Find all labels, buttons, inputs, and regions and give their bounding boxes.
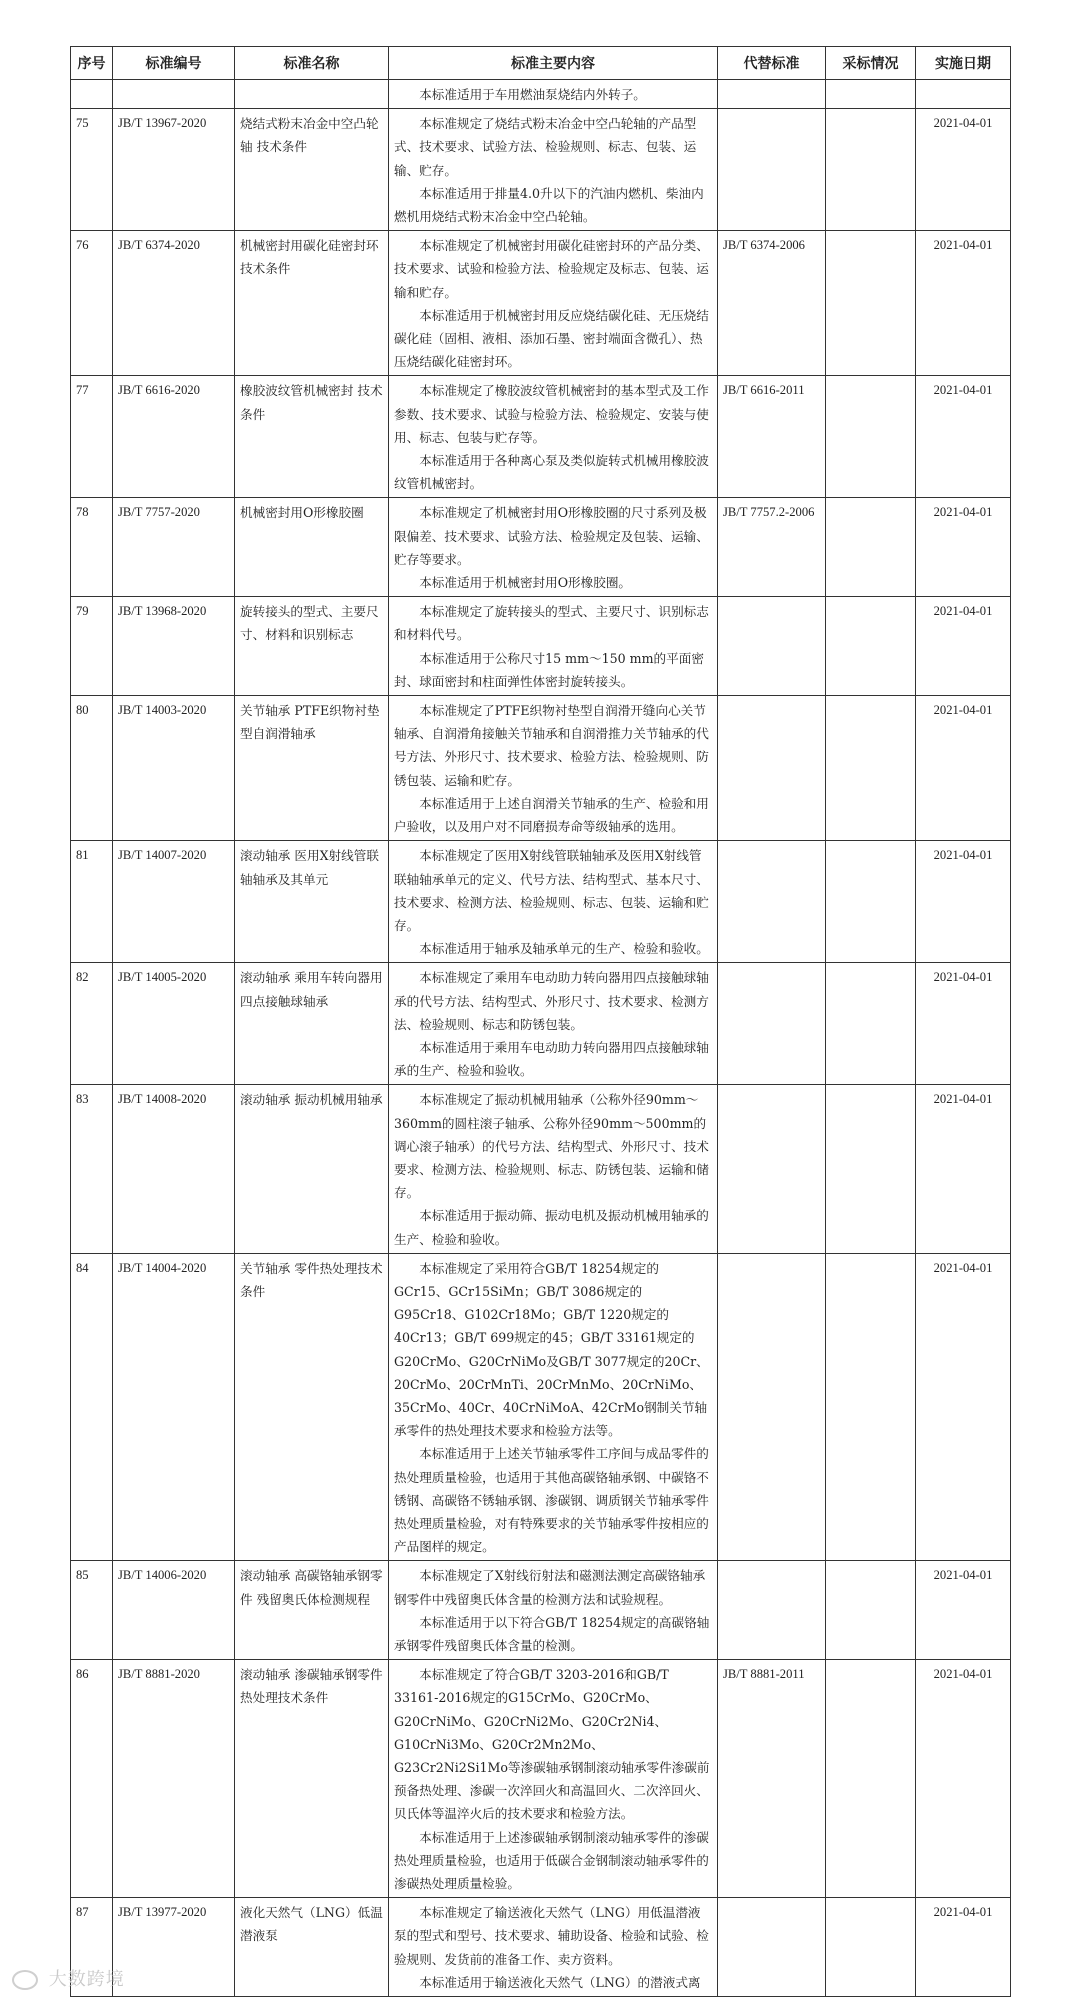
cell-code: JB/T 14003-2020 bbox=[113, 696, 235, 841]
cell-date: 2021-04-01 bbox=[916, 1660, 1011, 1898]
watermark-logo-icon bbox=[12, 1970, 38, 1990]
cell-adopt bbox=[826, 109, 916, 231]
cell-code: JB/T 13967-2020 bbox=[113, 109, 235, 231]
cell-code: JB/T 7757-2020 bbox=[113, 498, 235, 597]
content-paragraph: 本标准适用于排量4.0升以下的汽油内燃机、柴油内燃机用烧结式粉末冶金中空凸轮轴。 bbox=[394, 185, 704, 225]
cell-name: 关节轴承 零件热处理技术条件 bbox=[235, 1253, 389, 1561]
table-row bbox=[71, 1898, 1011, 1997]
content-paragraph: 本标准规定了医用X射线管联轴轴承及医用X射线管联轴轴承单元的定义、代号方法、结构型式、基本尺寸、技术要求、检测方法、检验规则、标志、包装、运输和贮存。 bbox=[394, 848, 709, 933]
content-paragraph: 本标准规定了旋转接头的型式、主要尺寸、识别标志和材料代号。 bbox=[394, 604, 709, 643]
cell-no: 78 bbox=[71, 498, 113, 597]
content-paragraph: 本标准规定了输送液化天然气（LNG）用低温潜液泵的型式和型号、技术要求、辅助设备、检验和试验、检验规则、发货前的准备工作、卖方资料。 bbox=[394, 1905, 709, 1967]
cell-no: 76 bbox=[71, 231, 113, 376]
cell-name: 滚动轴承 乘用车转向器用四点接触球轴承 bbox=[235, 963, 389, 1085]
cell-adopt bbox=[826, 231, 916, 376]
cell-code: JB/T 6616-2020 bbox=[113, 376, 235, 498]
standards-table-page bbox=[70, 46, 1010, 1997]
cell-date: 2021-04-01 bbox=[916, 109, 1011, 231]
cell-adopt bbox=[826, 963, 916, 1085]
content-paragraph: 本标准适用于机械密封用反应烧结碳化硅、无压烧结碳化硅（固相、液相、添加石墨、密封端面含微孔）、热压烧结碳化硅密封环。 bbox=[394, 307, 709, 370]
cell-date: 2021-04-01 bbox=[916, 231, 1011, 376]
cell-date: 2021-04-01 bbox=[916, 498, 1011, 597]
header-name: 标准名称 bbox=[235, 47, 389, 80]
content-paragraph: 本标准规定了符合GB/T 3203-2016和GB/T 33161-2016规定的G15CrMo、G20CrMo、G20CrNiMo、G20CrNi2Mo、G20Cr2Ni4、G10CrNi3Mo、G20Cr2Mn2Mo、G23Cr2Ni2Si1Mo等渗碳轴承钢制滚动轴承零件渗碳前预备热处理、渗碳一次淬回火和高温回火、二次淬回火、贝氏体等温淬火后的技术要求和检验方法。 bbox=[394, 1667, 710, 1822]
cell-content bbox=[389, 109, 718, 231]
standards-table bbox=[70, 46, 1011, 1997]
header-date: 实施日期 bbox=[916, 47, 1011, 80]
cell-name: 液化天然气（LNG）低温潜液泵 bbox=[235, 1898, 389, 1997]
header-replace: 代替标准 bbox=[718, 47, 826, 80]
cell-content bbox=[389, 1898, 718, 1997]
content-paragraph: 本标准规定了机械密封用碳化硅密封环的产品分类、技术要求、试验和检验方法、检验规定及标志、包装、运输和贮存。 bbox=[394, 238, 709, 300]
cell-adopt bbox=[826, 1660, 916, 1898]
cell-no: 87 bbox=[71, 1898, 113, 1997]
content-paragraph: 本标准适用于乘用车电动助力转向器用四点接触球轴承的生产、检验和验收。 bbox=[394, 1039, 709, 1079]
cell-replace bbox=[718, 1561, 826, 1660]
cell-adopt bbox=[826, 841, 916, 963]
table-row bbox=[71, 841, 1011, 963]
content-paragraph: 本标准适用于各种离心泵及类似旋转式机械用橡胶波纹管机械密封。 bbox=[394, 453, 709, 492]
table-row bbox=[71, 696, 1011, 841]
header-code: 标准编号 bbox=[113, 47, 235, 80]
continuation-text: 本标准适用于车用燃油泵烧结内外转子。 bbox=[419, 87, 646, 102]
cell-name: 关节轴承 PTFE织物衬垫型自润滑轴承 bbox=[235, 696, 389, 841]
cell-content bbox=[389, 696, 718, 841]
cell-adopt bbox=[826, 1561, 916, 1660]
cell-replace bbox=[718, 1898, 826, 1997]
content-paragraph: 本标准规定了乘用车电动助力转向器用四点接触球轴承的代号方法、结构型式、外形尺寸、技术要求、检测方法、检验规则、标志和防锈包装。 bbox=[394, 970, 709, 1032]
cell-adopt bbox=[826, 376, 916, 498]
cell-replace: JB/T 8881-2011 bbox=[718, 1660, 826, 1898]
content-paragraph: 本标准适用于上述关节轴承零件工序间与成品零件的热处理质量检验，也适用于其他高碳铬轴承钢、中碳铬不锈钢、高碳铬不锈轴承钢、渗碳钢、调质钢关节轴承零件热处理质量检验，对有特殊要求的关节轴承零件按相应的产品图样的规定。 bbox=[394, 1446, 709, 1555]
cell-code: JB/T 6374-2020 bbox=[113, 231, 235, 376]
cell-no: 82 bbox=[71, 963, 113, 1085]
cell-content bbox=[389, 1561, 718, 1660]
cell-name: 橡胶波纹管机械密封 技术条件 bbox=[235, 376, 389, 498]
cell-no: 86 bbox=[71, 1660, 113, 1898]
cell-adopt bbox=[826, 696, 916, 841]
cell-date: 2021-04-01 bbox=[916, 597, 1011, 696]
cell-content bbox=[389, 1085, 718, 1253]
cell-replace: JB/T 6374-2006 bbox=[718, 231, 826, 376]
content-paragraph: 本标准适用于输送液化天然气（LNG）的潜液式离 bbox=[419, 1974, 701, 1990]
content-paragraph: 本标准适用于公称尺寸15 mm～150 mm的平面密封、球面密封和柱面弹性体密封旋转接头。 bbox=[394, 650, 704, 689]
cell-name: 旋转接头的型式、主要尺寸、材料和识别标志 bbox=[235, 597, 389, 696]
cell-code: JB/T 14007-2020 bbox=[113, 841, 235, 963]
content-paragraph: 本标准规定了采用符合GB/T 18254规定的GCr15、GCr15SiMn；GB/T 3086规定的G95Cr18、G102Cr18Mo；GB/T 1220规定的40Cr13；GB/T 699规定的45；GB/T 33161规定的G20CrMo、G20CrNiMo及GB/T 3077规定的20Cr、20CrMo、20CrMnTi、20CrMnMo、20CrNiMo、35CrMo、40Cr、40CrNiMoA、42CrMo钢制关节轴承零件的热处理技术要求和检验方法等。 bbox=[394, 1260, 709, 1439]
cell-replace bbox=[718, 1253, 826, 1561]
cell-adopt bbox=[826, 498, 916, 597]
cell-replace bbox=[718, 963, 826, 1085]
cell-date: 2021-04-01 bbox=[916, 1253, 1011, 1561]
cell-replace bbox=[718, 1085, 826, 1253]
content-paragraph: 本标准适用于以下符合GB/T 18254规定的高碳铬轴承钢零件残留奥氏体含量的检测。 bbox=[394, 1614, 710, 1653]
table-row bbox=[71, 597, 1011, 696]
watermark-text: 大数跨境 bbox=[48, 1969, 125, 1990]
cell-code: JB/T 13968-2020 bbox=[113, 597, 235, 696]
cell-code: JB/T 14006-2020 bbox=[113, 1561, 235, 1660]
cell-no: 83 bbox=[71, 1085, 113, 1253]
cell-date: 2021-04-01 bbox=[916, 1085, 1011, 1253]
cell-no: 75 bbox=[71, 109, 113, 231]
content-paragraph: 本标准规定了X射线衍射法和磁测法测定高碳铬轴承钢零件中残留奥氏体含量的检测方法和试验规程。 bbox=[394, 1568, 706, 1607]
content-paragraph: 本标准适用于上述渗碳轴承钢制滚动轴承零件的渗碳热处理质量检验，也适用于低碳合金钢制滚动轴承零件的渗碳热处理质量检验。 bbox=[394, 1829, 709, 1892]
header-no: 序号 bbox=[71, 47, 113, 80]
cell-date: 2021-04-01 bbox=[916, 696, 1011, 841]
cell-replace: JB/T 6616-2011 bbox=[718, 376, 826, 498]
content-paragraph: 本标准适用于振动筛、振动电机及振动机械用轴承的生产、检验和验收。 bbox=[394, 1208, 709, 1247]
cell-name: 滚动轴承 渗碳轴承钢零件 热处理技术条件 bbox=[235, 1660, 389, 1898]
cell-content bbox=[389, 376, 718, 498]
cell-date: 2021-04-01 bbox=[916, 1898, 1011, 1997]
cell-no: 79 bbox=[71, 597, 113, 696]
cell-replace bbox=[718, 696, 826, 841]
table-row bbox=[71, 1085, 1011, 1253]
content-paragraph: 本标准适用于轴承及轴承单元的生产、检验和验收。 bbox=[419, 941, 709, 957]
table-row bbox=[71, 1660, 1011, 1898]
cell-name: 滚动轴承 高碳铬轴承钢零件 残留奥氏体检测规程 bbox=[235, 1561, 389, 1660]
table-row bbox=[71, 231, 1011, 376]
content-paragraph: 本标准适用于机械密封用O形橡胶圈。 bbox=[419, 575, 632, 591]
cell-name: 机械密封用碳化硅密封环 技术条件 bbox=[235, 231, 389, 376]
cell-no: 85 bbox=[71, 1561, 113, 1660]
cell-no: 77 bbox=[71, 376, 113, 498]
cell-no: 80 bbox=[71, 696, 113, 841]
cell-date: 2021-04-01 bbox=[916, 841, 1011, 963]
content-paragraph: 本标准规定了橡胶波纹管机械密封的基本型式及工作参数、技术要求、试验与检验方法、检验规定、安装与使用、标志、包装与贮存等。 bbox=[394, 383, 709, 445]
content-paragraph: 本标准适用于上述自润滑关节轴承的生产、检验和用户验收，以及用户对不同磨损寿命等级轴承的选用。 bbox=[394, 795, 709, 835]
cell-date: 2021-04-01 bbox=[916, 376, 1011, 498]
table-row bbox=[71, 498, 1011, 597]
content-paragraph: 本标准规定了烧结式粉末冶金中空凸轮轴的产品型式、技术要求、试验方法、检验规则、标志、包装、运输、贮存。 bbox=[394, 116, 697, 178]
cell-no: 84 bbox=[71, 1253, 113, 1561]
table-header-row bbox=[71, 47, 1011, 80]
cell-replace bbox=[718, 841, 826, 963]
header-adopt: 采标情况 bbox=[826, 47, 916, 80]
cell-date: 2021-04-01 bbox=[916, 963, 1011, 1085]
cell-code: JB/T 8881-2020 bbox=[113, 1660, 235, 1898]
content-paragraph: 本标准规定了机械密封用O形橡胶圈的尺寸系列及极限偏差、技术要求、试验方法、检验规定及包装、运输、贮存等要求。 bbox=[394, 505, 709, 567]
cell-name: 滚动轴承 振动机械用轴承 bbox=[235, 1085, 389, 1253]
cell-code: JB/T 14008-2020 bbox=[113, 1085, 235, 1253]
cell-content bbox=[389, 231, 718, 376]
cell-code: JB/T 13977-2020 bbox=[113, 1898, 235, 1997]
header-content: 标准主要内容 bbox=[389, 47, 718, 80]
table-row-continuation bbox=[71, 80, 1011, 109]
cell-adopt bbox=[826, 597, 916, 696]
cell-content bbox=[389, 1660, 718, 1898]
cell-code: JB/T 14004-2020 bbox=[113, 1253, 235, 1561]
table-row bbox=[71, 963, 1011, 1085]
cell-code: JB/T 14005-2020 bbox=[113, 963, 235, 1085]
cell-content bbox=[389, 498, 718, 597]
table-row bbox=[71, 1561, 1011, 1660]
watermark bbox=[12, 1965, 125, 1991]
cell-replace bbox=[718, 109, 826, 231]
content-paragraph: 本标准规定了振动机械用轴承（公称外径90mm～360mm的圆柱滚子轴承、公称外径90mm～500mm的调心滚子轴承）的代号方法、结构型式、外形尺寸、技术要求、检测方法、检验规则、标志、防锈包装、运输和储存。 bbox=[394, 1092, 709, 1201]
cell-name: 滚动轴承 医用X射线管联轴轴承及其单元 bbox=[235, 841, 389, 963]
cell-content bbox=[389, 1253, 718, 1561]
cell-no: 81 bbox=[71, 841, 113, 963]
cell-adopt bbox=[826, 1253, 916, 1561]
cell-adopt bbox=[826, 1085, 916, 1253]
cell-content bbox=[389, 841, 718, 963]
cell-content bbox=[389, 963, 718, 1085]
cell-name: 烧结式粉末冶金中空凸轮轴 技术条件 bbox=[235, 109, 389, 231]
cell-replace bbox=[718, 597, 826, 696]
table-row bbox=[71, 376, 1011, 498]
cell-date: 2021-04-01 bbox=[916, 1561, 1011, 1660]
cell-adopt bbox=[826, 1898, 916, 1997]
table-row bbox=[71, 1253, 1011, 1561]
table-row bbox=[71, 109, 1011, 231]
content-paragraph: 本标准规定了PTFE织物衬垫型自润滑开缝向心关节轴承、自润滑角接触关节轴承和自润滑推力关节轴承的代号方法、外形尺寸、技术要求、检验方法、检验规则、防锈包装、运输和贮存。 bbox=[394, 703, 709, 788]
cell-name: 机械密封用O形橡胶圈 bbox=[235, 498, 389, 597]
cell-replace: JB/T 7757.2-2006 bbox=[718, 498, 826, 597]
cell-content bbox=[389, 597, 718, 696]
